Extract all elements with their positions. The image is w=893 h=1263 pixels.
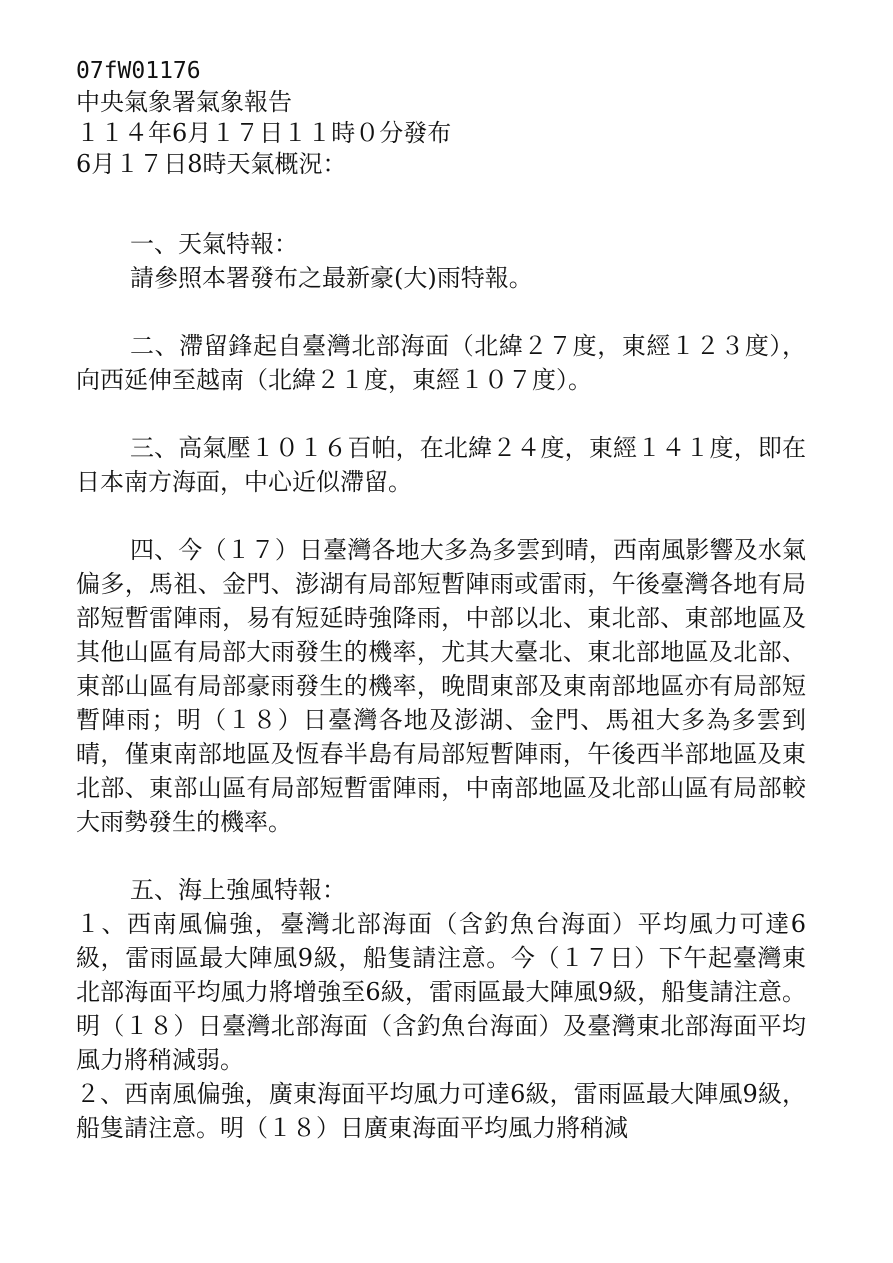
section-marine-wind-warning — [76, 873, 806, 1145]
section-stationary-front — [76, 329, 806, 397]
section-1-title: 一、天氣特報： — [130, 230, 298, 258]
overview-title: 6月１７日8時天氣概況： — [76, 150, 347, 178]
marine-warning-item-2: ２、西南風偏強，廣東海面平均風力可達6級，雷雨區最大陣風9級，船隻請注意。明（１８）日廣東海面平均風力將稍減 — [76, 1080, 806, 1142]
agency-title: 中央氣象署氣象報告 — [76, 88, 292, 116]
section-3-body: 三、高氣壓１０１６百帕，在北緯２４度，東經１４１度，即在日本南方海面，中心近似滯留。 — [76, 434, 806, 496]
report-header — [76, 56, 816, 180]
document-code: 07fW01176 — [76, 58, 201, 84]
section-5-title: 五、海上強風特報： — [130, 876, 346, 904]
marine-warning-item-1: １、西南風偏強，臺灣北部海面（含釣魚台海面）平均風力可達6級，雷雨區最大陣風9級，船隻請注意。今（１７日）下午起臺灣東北部海面平均風力將增強至6級，雷雨區最大陣風9級，船隻請注意。明（１８）日臺灣北部海面（含釣魚台海面）及臺灣東北部海面平均風力將稍減弱。 — [76, 910, 806, 1074]
section-1-body: 請參照本署發布之最新豪(大)雨特報。 — [130, 264, 533, 292]
section-high-pressure — [76, 431, 806, 499]
report-body — [76, 227, 806, 1179]
section-2-body: 二、滯留鋒起自臺灣北部海面（北緯２７度，東經１２３度），向西延伸至越南（北緯２１度，東經１０７度）。 — [76, 332, 806, 394]
section-forecast — [76, 533, 806, 839]
section-weather-advisory — [76, 227, 806, 295]
issue-time: １１４年6月１７日１１時０分發布 — [76, 119, 452, 147]
section-4-body: 四、今（１７）日臺灣各地大多為多雲到晴，西南風影響及水氣偏多，馬祖、金門、澎湖有局部短暫陣雨或雷雨，午後臺灣各地有局部短暫雷陣雨，易有短延時強降雨，中部以北、東北部、東部地區及其他山區有局部大雨發生的機率，尤其大臺北、東北部地區及北部、東部山區有局部豪雨發生的機率，晚間東部及東南部地區亦有局部短暫陣雨；明（１８）日臺灣各地及澎湖、金門、馬祖大多為多雲到晴，僅東南部地區及恆春半島有局部短暫陣雨，午後西半部地區及東北部、東部山區有局部短暫雷陣雨，中南部地區及北部山區有局部較大雨勢發生的機率。 — [76, 536, 806, 836]
